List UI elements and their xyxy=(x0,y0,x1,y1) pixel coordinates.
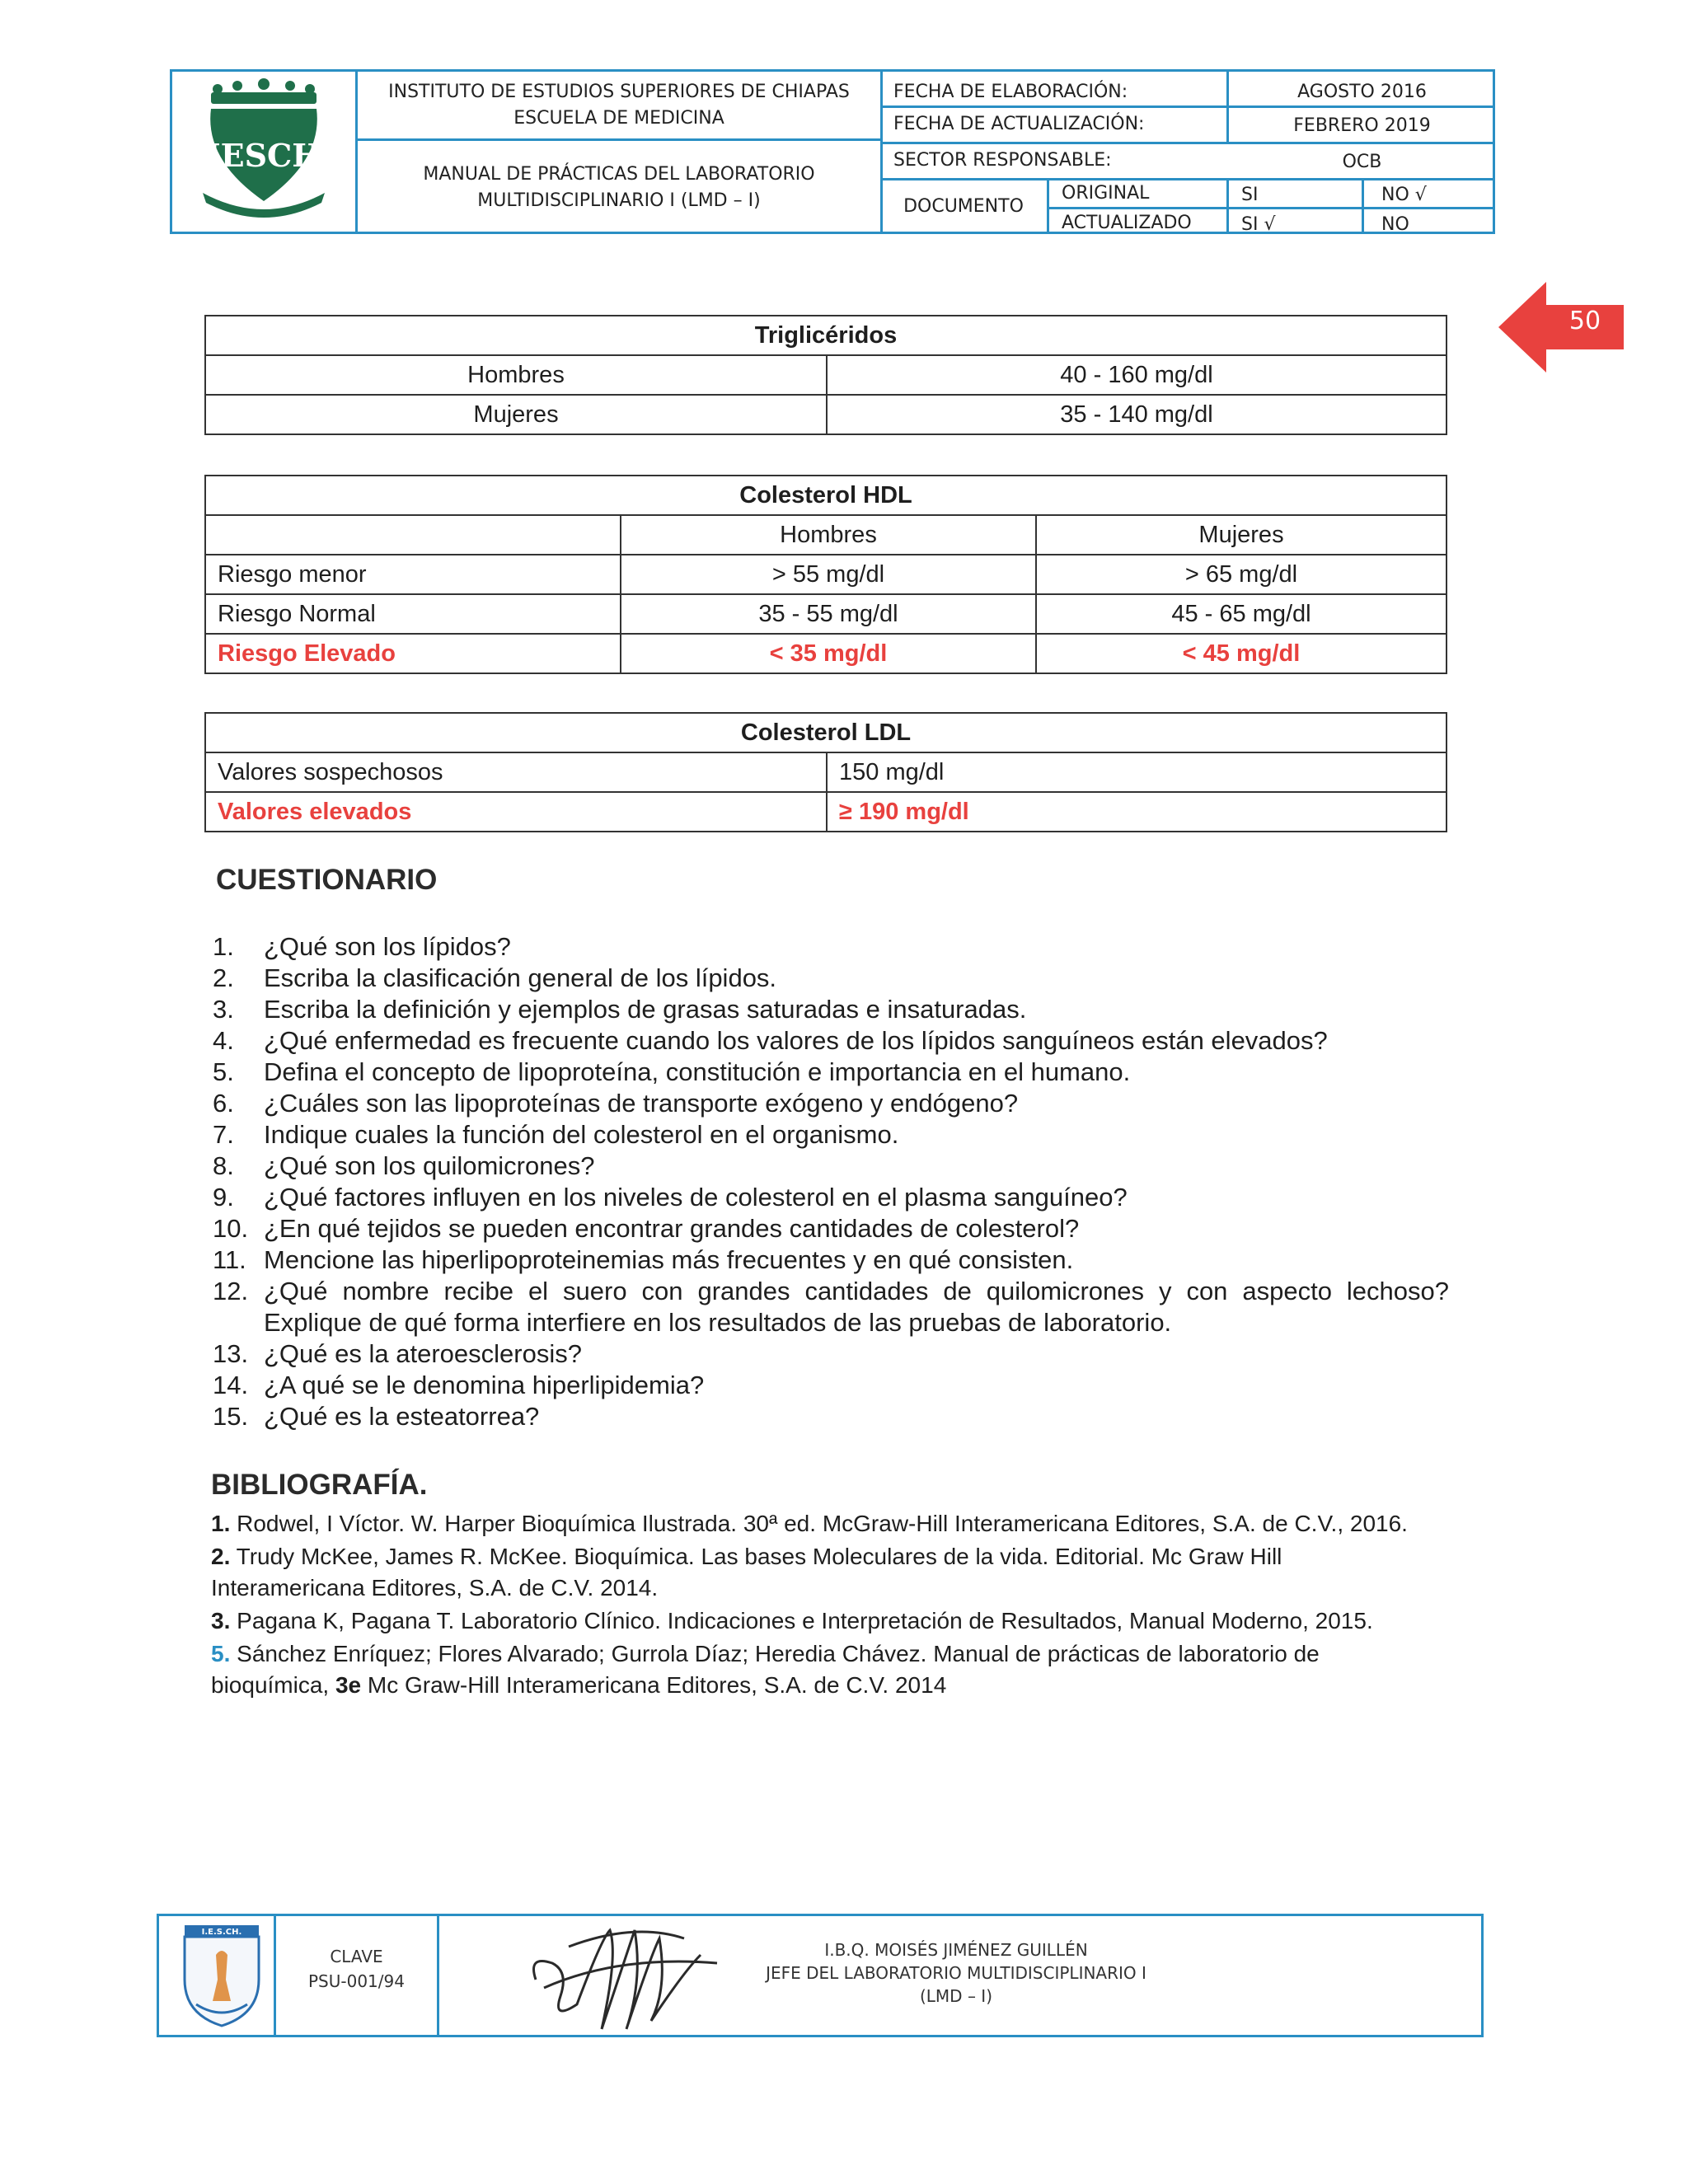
list-item: 9. ¿Qué factores influyen en los niveles de colesterol en el plasma sanguíneo? xyxy=(213,1183,1128,1212)
actualizado-si: SI √ xyxy=(1241,214,1276,235)
table-cell: ≥ 190 mg/dl xyxy=(827,792,1447,832)
table-row xyxy=(205,555,1447,594)
table-cell: Riesgo menor xyxy=(205,555,621,594)
list-item: 1. ¿Qué son los lípidos? xyxy=(213,932,511,961)
footer-divider xyxy=(437,1914,439,2037)
list-item: 13. ¿Qué es la ateroesclerosis? xyxy=(213,1339,582,1368)
header-divider xyxy=(1362,178,1364,234)
table-row xyxy=(205,395,1447,434)
table-cell: < 45 mg/dl xyxy=(1036,634,1447,673)
ldl-title: Colesterol LDL xyxy=(205,713,1447,752)
list-item: 5. Defina el concepto de lipoproteína, constitución e importancia en el humano. xyxy=(213,1057,1131,1086)
original-no: NO √ xyxy=(1381,185,1427,205)
list-item: 3. Pagana K, Pagana T. Laboratorio Clínico. Indicaciones e Interpretación de Resultados, Manual Moderno, 2015. xyxy=(211,1608,1373,1633)
table-cell: Riesgo Elevado xyxy=(205,634,621,673)
signer-name: I.B.Q. MOISÉS JIMÉNEZ GUILLÉN xyxy=(824,1940,1088,1960)
table-row xyxy=(205,634,1447,673)
fecha-actualizacion-value: FEBRERO 2019 xyxy=(1293,115,1431,136)
actualizado-no: NO xyxy=(1381,214,1409,235)
table-cell: Mujeres xyxy=(205,395,827,434)
header-divider xyxy=(358,138,880,141)
signature-icon xyxy=(519,1905,734,2046)
sector-responsable-value: OCB xyxy=(1342,152,1382,172)
table-header-cell: Mujeres xyxy=(1036,515,1447,555)
logo-text: IESCH xyxy=(205,137,322,174)
header-divider xyxy=(1047,207,1495,209)
seal-text: I.E.S.CH. xyxy=(201,1928,242,1937)
fecha-elaboracion-label: FECHA DE ELABORACIÓN: xyxy=(893,82,1128,102)
cuestionario-heading: CUESTIONARIO xyxy=(216,864,438,896)
table-cell: 40 - 160 mg/dl xyxy=(827,355,1447,395)
list-item: 10. ¿En qué tejidos se pueden encontrar grandes cantidades de colesterol? xyxy=(213,1214,1080,1243)
documento-label: DOCUMENTO xyxy=(903,196,1024,217)
page-number: 50 xyxy=(1568,307,1601,335)
actualizado-label: ACTUALIZADO xyxy=(1062,213,1192,233)
question-list xyxy=(213,931,1449,1432)
list-item: 4. ¿Qué enfermedad es frecuente cuando los valores de los lípidos sanguíneos están elevados? xyxy=(213,1026,1328,1055)
sector-responsable-label: SECTOR RESPONSABLE: xyxy=(893,150,1112,171)
hdl-title: Colesterol HDL xyxy=(205,476,1447,515)
signature xyxy=(519,1905,734,2046)
header-divider xyxy=(1226,178,1229,234)
page-number-tab xyxy=(1498,282,1624,373)
header-divider xyxy=(1047,178,1049,234)
signer-title: JEFE DEL LABORATORIO MULTIDISCIPLINARIO I xyxy=(766,1963,1146,1983)
colesterol-hdl-table xyxy=(204,475,1447,674)
clave-label: CLAVE xyxy=(330,1947,383,1966)
list-item: 6. ¿Cuáles son las lipoproteínas de transporte exógeno y endógeno? xyxy=(213,1089,1019,1118)
list-item: 3. Escriba la definición y ejemplos de grasas saturadas e insaturadas. xyxy=(213,995,1027,1024)
table-cell: Valores elevados xyxy=(205,792,827,832)
iesch-logo-icon xyxy=(170,69,358,234)
fecha-actualizacion-label: FECHA DE ACTUALIZACIÓN: xyxy=(893,114,1145,134)
original-si: SI xyxy=(1241,185,1259,205)
table-cell: Valores sospechosos xyxy=(205,752,827,792)
list-item: 14. ¿A qué se le denomina hiperlipidemia? xyxy=(213,1371,705,1399)
table-cell: 35 - 140 mg/dl xyxy=(827,395,1447,434)
header-divider xyxy=(880,105,1495,108)
list-item: 8. ¿Qué son los quilomicrones? xyxy=(213,1151,595,1180)
table-cell: Riesgo Normal xyxy=(205,594,621,634)
list-item: 12. ¿Qué nombre recibe el suero con grandes cantidades de quilomicrones y con aspecto lechoso? Explique de qué forma interfiere en los resultados de las pruebas de laboratorio. xyxy=(213,1277,1449,1337)
table-cell: Hombres xyxy=(205,355,827,395)
list-item: 15. ¿Qué es la esteatorrea? xyxy=(213,1402,540,1431)
table-cell: < 35 mg/dl xyxy=(621,634,1036,673)
table-cell: 35 - 55 mg/dl xyxy=(621,594,1036,634)
signer-dept: (LMD – I) xyxy=(919,1986,993,2006)
trigliceridos-table xyxy=(204,315,1447,435)
table-row xyxy=(205,355,1447,395)
list-item: 7. Indique cuales la función del colesterol en el organismo. xyxy=(213,1120,899,1149)
bibliography-list xyxy=(211,1508,1431,1703)
manual-title: MANUAL DE PRÁCTICAS DEL LABORATORIO MULTIDISCIPLINARIO I (LMD – I) xyxy=(423,164,815,211)
header-divider xyxy=(880,142,1495,144)
seal-logo xyxy=(176,1922,267,2029)
table-row xyxy=(205,752,1447,792)
table-cell: > 65 mg/dl xyxy=(1036,555,1447,594)
shield-icon xyxy=(176,1922,267,2029)
table-cell xyxy=(205,515,621,555)
trigliceridos-title: Triglicéridos xyxy=(205,316,1447,355)
list-item: 5. Sánchez Enríquez; Flores Alvarado; Gurrola Díaz; Heredia Chávez. Manual de prácticas de laboratorio de bioquímica, 3e Mc Graw-Hill Interamericana Editores, S.A. de C.V. 2014 xyxy=(211,1641,1320,1698)
table-cell: > 55 mg/dl xyxy=(621,555,1036,594)
table-cell: 150 mg/dl xyxy=(827,752,1447,792)
clave-value: PSU-001/94 xyxy=(308,1971,405,1991)
table-header-cell: Hombres xyxy=(621,515,1036,555)
signer-info xyxy=(725,1938,1187,2008)
table-cell: 45 - 65 mg/dl xyxy=(1036,594,1447,634)
header-divider xyxy=(880,178,1495,180)
header-logo-cell xyxy=(170,69,358,234)
institution-name: INSTITUTO DE ESTUDIOS SUPERIORES DE CHIAPAS ESCUELA DE MEDICINA xyxy=(388,82,850,129)
list-item: 11. Mencione las hiperlipoproteinemias más frecuentes y en qué consisten. xyxy=(213,1245,1074,1274)
list-item: 2. Escriba la clasificación general de los lípidos. xyxy=(213,963,777,992)
bibliografia-heading: BIBLIOGRAFÍA. xyxy=(211,1469,428,1501)
original-label: ORIGINAL xyxy=(1062,183,1150,204)
colesterol-ldl-table xyxy=(204,712,1447,832)
fecha-elaboracion-value: AGOSTO 2016 xyxy=(1297,82,1427,102)
table-row xyxy=(205,792,1447,832)
table-row xyxy=(205,515,1447,555)
list-item: 2. Trudy McKee, James R. McKee. Bioquímica. Las bases Moleculares de la vida. Editorial. Mc Graw Hill Interamericana Editores, S.A. de C.V. 2014. xyxy=(211,1544,1282,1601)
list-item: 1. Rodwel, I Víctor. W. Harper Bioquímica Ilustrada. 30ª ed. McGraw-Hill Interamericana Editores, S.A. de C.V., 2016. xyxy=(211,1511,1408,1536)
table-row xyxy=(205,594,1447,634)
